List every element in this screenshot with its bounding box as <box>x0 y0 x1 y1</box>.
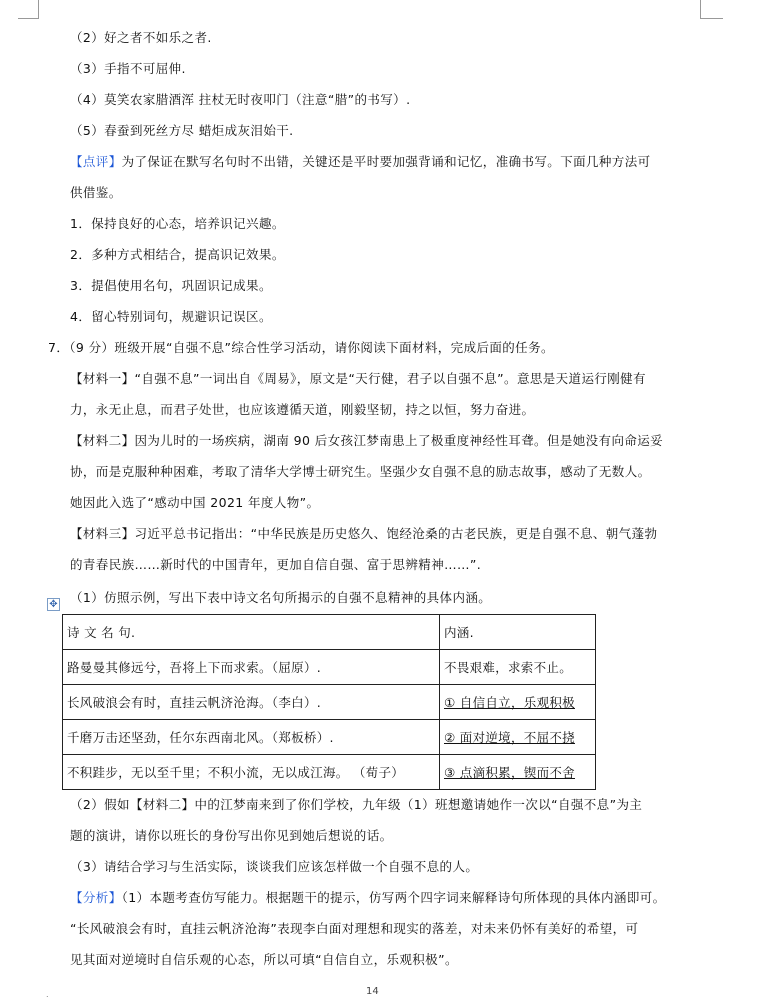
task-3: （3）请结合学习与生活实际，谈谈我们应该怎样做一个自强不息的人。 <box>70 859 479 874</box>
analysis-tag: 【分析】 <box>70 890 122 905</box>
table-row <box>63 720 596 755</box>
method-item-3: 3．提倡使用名句，巩固识记成果。 <box>70 278 272 293</box>
comment-line-2: 供借鉴。 <box>70 185 122 200</box>
material-3-line-1: 【材料三】习近平总书记指出：“中华民族是历史悠久、饱经沧桑的古老民族，更是自强不息、朝气蓬勃 <box>70 526 658 541</box>
method-item-2: 2．多种方式相结合，提高识记效果。 <box>70 247 285 262</box>
analysis-line-1 <box>70 890 666 906</box>
page-corner-mark-right <box>700 0 723 19</box>
task-2-line-2: 题的演讲，请你以班长的身份写出你见到她后想说的话。 <box>70 828 393 843</box>
analysis-text: （1）本题考查仿写能力。根据题干的提示，仿写两个四字词来解释诗句所体现的具体内涵即可。 <box>121 890 666 905</box>
table-row <box>63 755 596 790</box>
table-cell-meaning: ② 面对逆境，不屈不挠 <box>440 720 596 755</box>
task-2-line-1: （2）假如【材料二】中的江梦南来到了你们学校，九年级（1）班想邀请她作一次以“自强不息”为主 <box>70 797 643 812</box>
comment-tag: 【点评】 <box>70 154 122 169</box>
method-item-1: 1．保持良好的心态，培养识记兴趣。 <box>70 216 285 231</box>
answer-line-3: （3）手指不可屈伸. <box>70 61 186 76</box>
task-1: （1）仿照示例，写出下表中诗文名句所揭示的自强不息精神的具体内涵。 <box>70 590 492 605</box>
paragraph-mark: . <box>46 990 49 999</box>
table-cell-meaning: 不畏艰难，求索不止。 <box>440 650 596 685</box>
table-cell-poem: 长风破浪会有时，直挂云帆济沧海。（李白）. <box>63 685 440 720</box>
table-cell-meaning: ③ 点滴积累，锲而不舍 <box>440 755 596 790</box>
table-header-row <box>63 615 596 650</box>
table-header-poem: 诗 文 名 句. <box>63 615 440 650</box>
page-corner-mark-left <box>18 0 39 19</box>
analysis-line-2: “长风破浪会有时，直挂云帆济沧海”表现李白面对理想和现实的落差，对未来仍怀有美好的希望，可 <box>70 921 639 936</box>
table-move-handle-icon[interactable]: ✥ <box>47 598 60 611</box>
table-cell-meaning: ① 自信自立，乐观积极 <box>440 685 596 720</box>
answer-line-4: （4）莫笑农家腊酒浑 拄杖无时夜叩门（注意“腊”的书写）. <box>70 92 411 107</box>
material-2-line-2: 协，而是克服种种困难，考取了清华大学博士研究生。坚强少女自强不息的励志故事，感动了无数人。 <box>70 464 651 479</box>
page-number: 14 <box>366 986 379 997</box>
table-cell-poem: 路曼曼其修远兮，吾将上下而求索。（屈原）. <box>63 650 440 685</box>
comment-line-1 <box>70 154 651 170</box>
table-cell-poem: 不积跬步，无以至千里；不积小流，无以成江海。 （荀子） <box>63 755 440 790</box>
material-3-line-2: 的青春民族……新时代的中国青年，更加自信自强、富于思辨精神……”. <box>70 557 482 572</box>
material-1-line-2: 力，永无止息，而君子处世，也应该遵循天道，刚毅坚韧，持之以恒，努力奋进。 <box>70 402 535 417</box>
answer-line-5: （5）春蚕到死丝方尽 蜡炬成灰泪始干. <box>70 123 294 138</box>
table-row <box>63 650 596 685</box>
poem-table <box>62 614 596 790</box>
material-1-line-1: 【材料一】“自强不息”一词出自《周易》，原文是“天行健，君子以自强不息”。意思是天道运行刚健有 <box>70 371 646 386</box>
analysis-line-3: 见其面对逆境时自信乐观的心态，所以可填“自信自立，乐观积极”。 <box>70 952 458 967</box>
answer-line-2: （2）好之者不如乐之者. <box>70 30 212 45</box>
table-row <box>63 685 596 720</box>
table-cell-poem: 千磨万击还坚劲，任尔东西南北风。（郑板桥）. <box>63 720 440 755</box>
table-header-meaning: 内涵. <box>440 615 596 650</box>
material-2-line-3: 她因此入选了“感动中国 2021 年度人物”。 <box>70 495 320 510</box>
material-2-line-1: 【材料二】因为儿时的一场疾病，湖南 90 后女孩江梦南患上了极重度神经性耳聋。但是她没有向命运妥 <box>70 433 664 448</box>
comment-text: 为了保证在默写名句时不出错，关键还是平时要加强背诵和记忆，准确书写。下面几种方法可 <box>121 154 651 169</box>
method-item-4: 4．留心特别词句，规避识记误区。 <box>70 309 272 324</box>
question-7: 7．（9 分）班级开展“自强不息”综合性学习活动，请你阅读下面材料，完成后面的任务。 <box>48 340 554 355</box>
